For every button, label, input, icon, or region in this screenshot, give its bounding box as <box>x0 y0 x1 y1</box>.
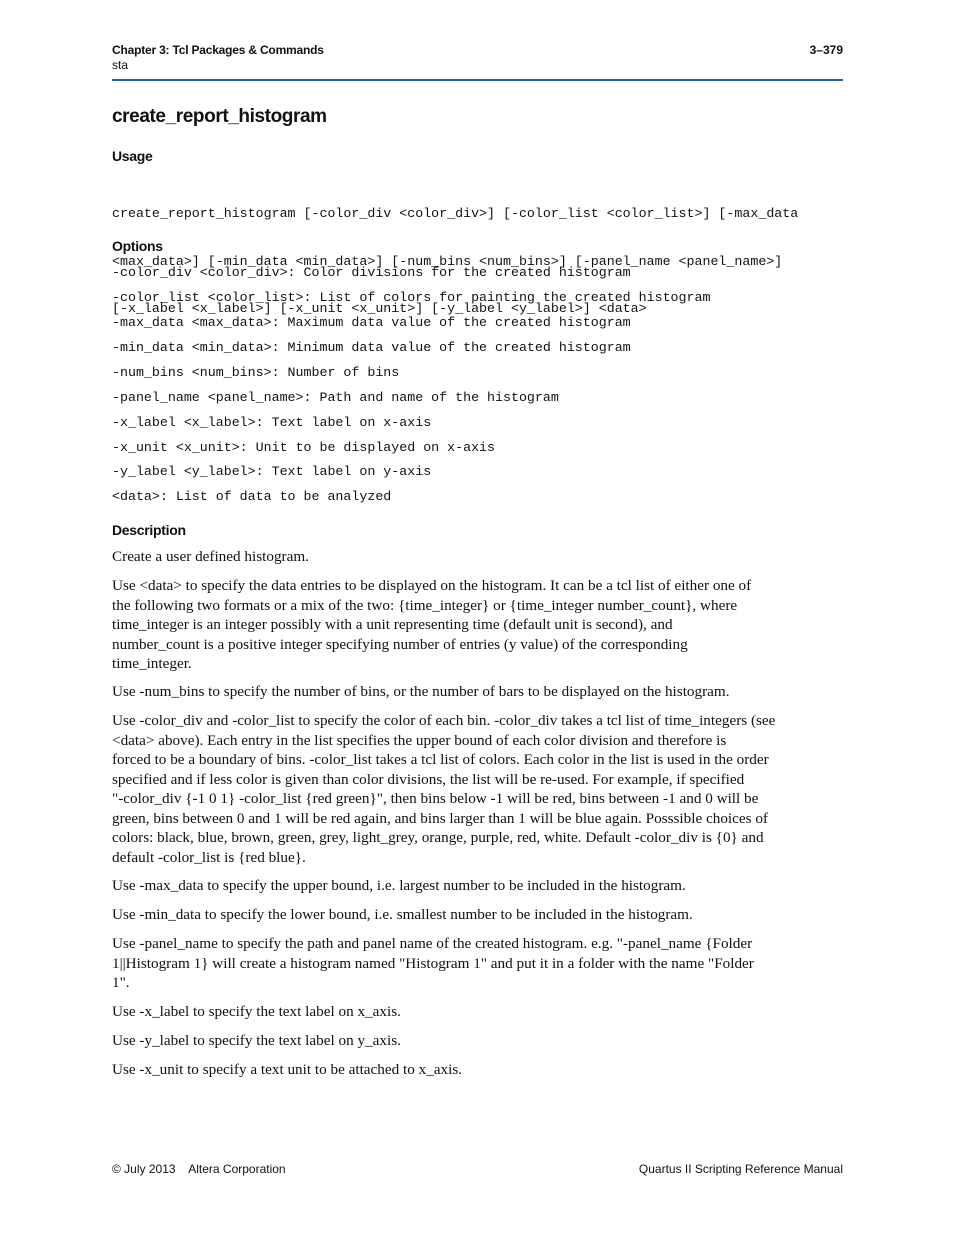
option-item: -max_data <max_data>: Maximum data value of the created histogram <box>112 315 631 330</box>
paragraph-line: number_count is a positive integer specifying number of entries (y value) of the corresponding <box>112 635 688 653</box>
paragraph-line: time_integer. <box>112 655 192 672</box>
usage-line: [-x_label <x_label>] [-x_unit <x_unit>] [-y_label <y_label>] <data> <box>112 300 647 316</box>
paragraph-line: Use -max_data to specify the upper bound, i.e. largest number to be included in the histogram. <box>112 877 686 894</box>
paragraph-line: specified and if less color is given than color divisions, the list will be re-used. For example, if specified <box>112 770 745 788</box>
paragraph-line: Use -y_label to specify the text label on y_axis. <box>112 1032 401 1049</box>
description-paragraph <box>112 1060 843 1080</box>
page-header <box>112 43 843 81</box>
description-paragraph <box>112 682 843 702</box>
option-item: -min_data <min_data>: Minimum data value of the created histogram <box>112 340 631 355</box>
paragraph-line: Use <data> to specify the data entries to be displayed on the histogram. It can be a tcl list of either one of <box>112 577 752 594</box>
description-paragraph <box>112 905 843 925</box>
paragraph-line: Use -panel_name to specify the path and panel name of the created histogram. e.g. "-panel_name {Folder <box>112 935 753 952</box>
page-number: 3–379 <box>809 43 843 57</box>
paragraph-line: default -color_list is {red blue}. <box>112 848 306 866</box>
paragraph-line: 1||Histogram 1} will create a histogram named "Histogram 1" and put it in a folder with the name "Folder <box>112 954 754 972</box>
paragraph-line: Use -num_bins to specify the number of bins, or the number of bars to be displayed on the histogram. <box>112 683 730 700</box>
option-item: -y_label <y_label>: Text label on y-axis <box>112 464 432 479</box>
description-paragraph <box>112 547 843 567</box>
paragraph-line: time_integer is an integer possibly with a unit representing time (default unit is second), and <box>112 616 673 633</box>
paragraph-line: forced to be a boundary of bins. -color_list takes a tcl list of colors. Each color in the list is used in the order <box>112 751 769 768</box>
paragraph-line: Use -min_data to specify the lower bound, i.e. smallest number to be included in the histogram. <box>112 906 693 923</box>
option-item: -color_list <color_list>: List of colors for painting the created histogram <box>112 290 711 305</box>
option-item: -num_bins <num_bins>: Number of bins <box>112 365 400 380</box>
paragraph-line: 1". <box>112 974 130 991</box>
usage-line: create_report_histogram [-color_div <color_div>] [-color_list <color_list>] [-max_data <box>112 206 799 222</box>
paragraph-line: the following two formats or a mix of the two: {time_integer} or {time_integer number_count}, where <box>112 596 738 614</box>
description-paragraph <box>112 1002 843 1022</box>
description-heading: Description <box>112 522 186 538</box>
description-paragraph <box>112 576 843 674</box>
option-item: -color_div <color_div>: Color divisions for the created histogram <box>112 265 631 280</box>
description-paragraph <box>112 711 843 867</box>
usage-heading: Usage <box>112 148 153 164</box>
footer-copyright: © July 2013 Altera Corporation <box>112 1162 286 1176</box>
command-title: create_report_histogram <box>112 106 327 127</box>
option-item: -x_unit <x_unit>: Unit to be displayed on x-axis <box>112 440 496 455</box>
footer-manual-title: Quartus II Scripting Reference Manual <box>638 1162 843 1176</box>
paragraph-line: colors: black, blue, brown, green, grey, light_grey, orange, purple, red, white. Default -color_div is {0} and <box>112 829 764 846</box>
usage-line: <max_data>] [-min_data <min_data>] [-num_bins <num_bins>] [-panel_name <panel_name>] <box>112 253 783 269</box>
paragraph-line: green, bins between 0 and 1 will be red again, and bins larger than 1 will be blue again. Posssible choices of <box>112 809 768 827</box>
chapter-title: Chapter 3: Tcl Packages & Commands <box>112 43 324 57</box>
options-heading: Options <box>112 238 163 254</box>
option-item: <data>: List of data to be analyzed <box>112 489 392 504</box>
description-paragraph <box>112 934 843 993</box>
paragraph-line: <data> above). Each entry in the list specifies the upper bound of each color division and therefore is <box>112 731 727 749</box>
paragraph-line: Use -x_unit to specify a text unit to be attached to x_axis. <box>112 1061 463 1078</box>
paragraph-line: Use -x_label to specify the text label on x_axis. <box>112 1003 401 1020</box>
section-name: sta <box>112 58 129 72</box>
paragraph-line: Use -color_div and -color_list to specify the color of each bin. -color_div takes a tcl list of time_integers (see <box>112 712 776 729</box>
paragraph-line: "-color_div {-1 0 1} -color_list {red green}", then bins below -1 will be red, bins between -1 and 0 will be <box>112 790 759 807</box>
paragraph-line: Create a user defined histogram. <box>112 548 309 565</box>
option-item: -x_label <x_label>: Text label on x-axis <box>112 415 432 430</box>
description-paragraph <box>112 1031 843 1051</box>
option-item: -panel_name <panel_name>: Path and name of the histogram <box>112 390 559 405</box>
description-paragraph <box>112 876 843 896</box>
usage-block <box>112 175 798 332</box>
